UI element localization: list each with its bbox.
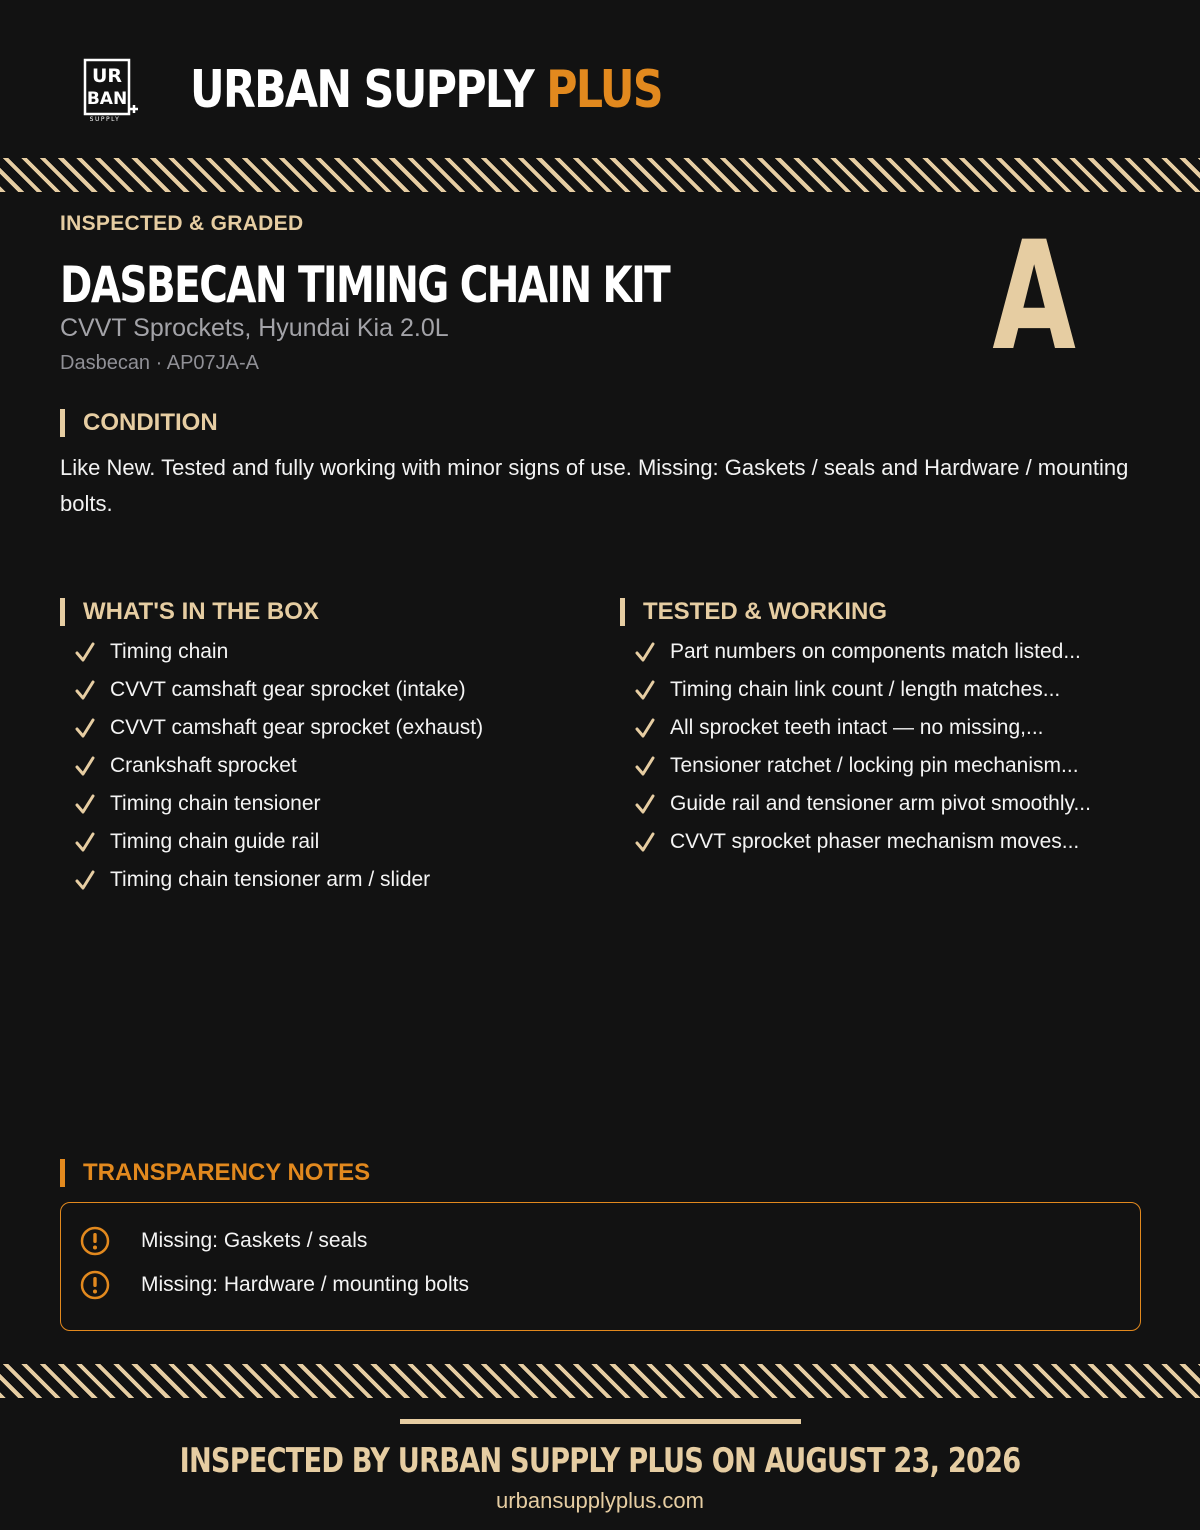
brand-name-main: URBAN SUPPLY xyxy=(190,60,534,120)
brand-name xyxy=(190,60,662,120)
warning-icon xyxy=(79,1219,141,1263)
check-icon xyxy=(60,823,110,861)
tested-list xyxy=(620,633,1150,861)
list-item xyxy=(60,709,580,747)
product-subtitle: CVVT Sprockets, Hyundai Kia 2.0L xyxy=(60,314,449,342)
check-icon xyxy=(620,671,670,709)
logo-text-ur: UR xyxy=(91,65,123,87)
list-item-text: CVVT camshaft gear sprocket (intake) xyxy=(110,678,466,701)
list-item-text: All sprocket teeth intact — no missing,... xyxy=(670,716,1044,739)
eyebrow-label: INSPECTED & GRADED xyxy=(60,212,304,235)
list-item xyxy=(60,785,580,823)
list-item-text: Timing chain tensioner xyxy=(110,792,321,815)
list-item xyxy=(60,823,580,861)
notes-list xyxy=(79,1219,469,1307)
check-icon xyxy=(620,823,670,861)
logo-text-ban: BAN xyxy=(86,89,128,109)
condition-text: Like New. Tested and fully working with minor signs of use. Missing: Gaskets / seals and Hardware / mounting bolts. xyxy=(60,455,1129,516)
product-meta: Dasbecan · AP07JA-A xyxy=(60,352,259,374)
check-icon xyxy=(60,709,110,747)
list-item xyxy=(60,747,580,785)
hazard-stripe-top xyxy=(0,158,1200,192)
list-item-text: Timing chain xyxy=(110,640,229,663)
brand-name-accent: PLUS xyxy=(546,60,662,120)
list-item-text: CVVT sprocket phaser mechanism moves... xyxy=(670,830,1080,853)
list-item-text: Part numbers on components match listed... xyxy=(670,640,1081,663)
check-icon xyxy=(60,785,110,823)
in-box-heading: WHAT'S IN THE BOX xyxy=(60,598,319,626)
transparency-heading: TRANSPARENCY NOTES xyxy=(60,1159,370,1187)
transparency-notes-box xyxy=(60,1202,1141,1331)
note-text: Missing: Gaskets / seals xyxy=(141,1229,368,1252)
list-item xyxy=(60,671,580,709)
brand-logo xyxy=(82,58,138,124)
check-icon xyxy=(620,633,670,671)
check-icon xyxy=(60,671,110,709)
logo-text-supply: SUPPLY xyxy=(89,116,121,123)
list-item-text: Guide rail and tensioner arm pivot smoothly... xyxy=(670,792,1091,815)
check-icon xyxy=(620,709,670,747)
list-item-text: Timing chain tensioner arm / slider xyxy=(110,868,431,891)
footer-url[interactable]: urbansupplyplus.com xyxy=(496,1488,704,1513)
product-title: DASBECAN TIMING CHAIN KIT xyxy=(60,256,670,314)
grade-badge: A xyxy=(992,210,1076,384)
list-item xyxy=(60,633,580,671)
list-item xyxy=(60,861,580,899)
list-item xyxy=(620,785,1150,823)
note-text: Missing: Hardware / mounting bolts xyxy=(141,1273,469,1296)
note-item xyxy=(79,1219,469,1263)
list-item-text: Crankshaft sprocket xyxy=(110,754,297,777)
list-item xyxy=(620,747,1150,785)
check-icon xyxy=(60,633,110,671)
check-icon xyxy=(620,747,670,785)
list-item xyxy=(620,709,1150,747)
list-item-text: Timing chain guide rail xyxy=(110,830,320,853)
header xyxy=(0,0,1200,158)
hazard-stripe-bottom xyxy=(0,1364,1200,1398)
condition-heading: CONDITION xyxy=(60,409,218,437)
list-item xyxy=(620,823,1150,861)
list-item-text: Tensioner ratchet / locking pin mechanism... xyxy=(670,754,1079,777)
list-item xyxy=(620,633,1150,671)
check-icon xyxy=(60,861,110,899)
footer-inspected-text: INSPECTED BY URBAN SUPPLY PLUS ON AUGUST 23, 2026 xyxy=(179,1441,1021,1481)
list-item-text: CVVT camshaft gear sprocket (exhaust) xyxy=(110,716,484,739)
check-icon xyxy=(620,785,670,823)
note-item xyxy=(79,1263,469,1307)
footer-divider xyxy=(400,1419,801,1424)
tested-heading: TESTED & WORKING xyxy=(620,598,887,626)
warning-icon xyxy=(79,1263,141,1307)
list-item xyxy=(620,671,1150,709)
in-box-list xyxy=(60,633,580,899)
check-icon xyxy=(60,747,110,785)
list-item-text: Timing chain link count / length matches... xyxy=(670,678,1061,701)
